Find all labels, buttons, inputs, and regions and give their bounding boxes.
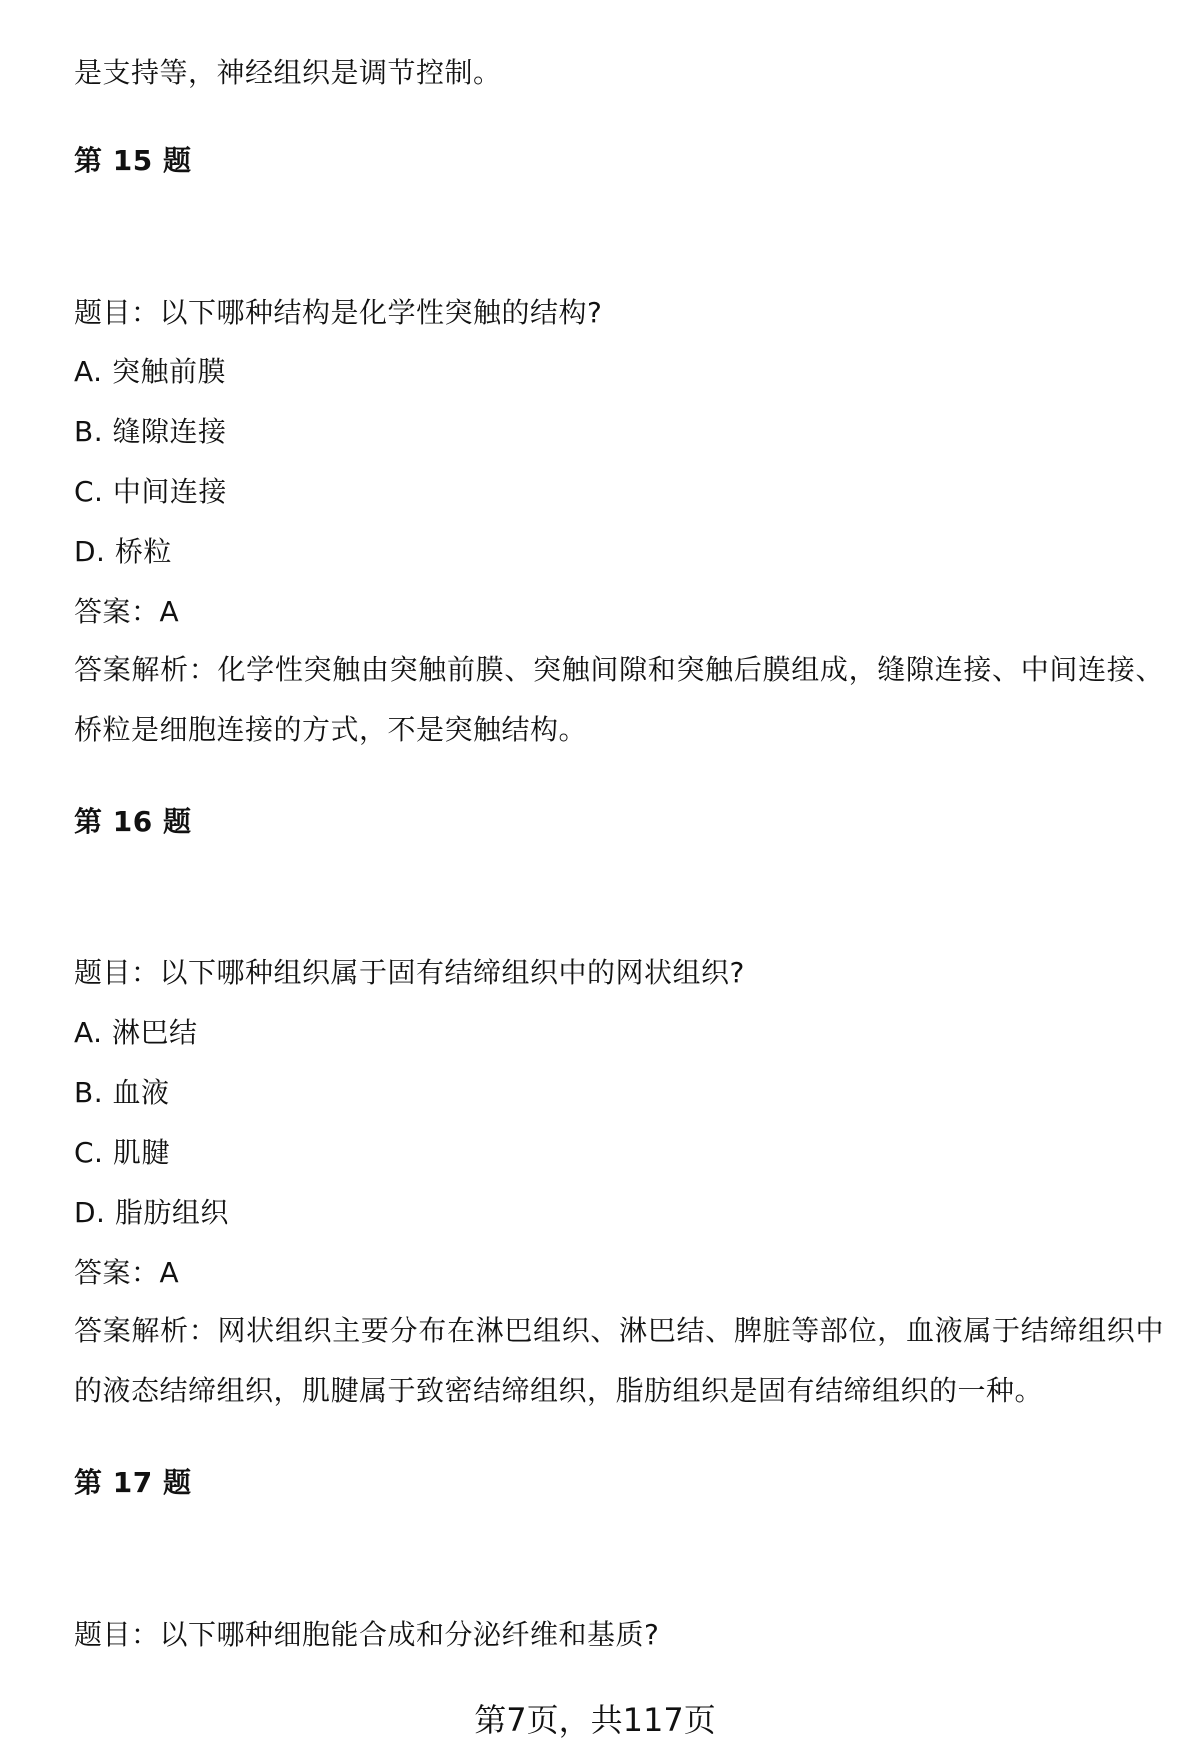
question-15-heading: 第 15 题 — [74, 144, 192, 177]
question-16-heading: 第 16 题 — [74, 805, 192, 838]
question-15-option-d: D. 桥粒 — [74, 535, 172, 568]
question-15-option-c: C. 中间连接 — [74, 475, 227, 508]
question-16-option-c: C. 肌腱 — [74, 1136, 170, 1169]
page-number-footer: 第7页，共117页 — [474, 1701, 716, 1739]
intro-tail-text: 是支持等，神经组织是调节控制。 — [74, 56, 502, 89]
question-17-text: 题目：以下哪种细胞能合成和分泌纤维和基质? — [74, 1618, 660, 1651]
question-16-option-b: B. 血液 — [74, 1076, 170, 1109]
question-16-option-d: D. 脂肪组织 — [74, 1196, 229, 1229]
question-16-text: 题目：以下哪种组织属于固有结缔组织中的网状组织? — [74, 956, 745, 989]
question-17-heading: 第 17 题 — [74, 1466, 192, 1499]
question-16-answer: 答案：A — [74, 1256, 180, 1289]
question-15-text: 题目：以下哪种结构是化学性突触的结构? — [74, 296, 603, 329]
question-15-option-a: A. 突触前膜 — [74, 355, 226, 388]
question-15-option-b: B. 缝隙连接 — [74, 415, 227, 448]
question-15-analysis: 答案解析：化学性突触由突触前膜、突触间隙和突触后膜组成，缝隙连接、中间连接、桥粒是细胞连接的方式，不是突触结构。 — [74, 653, 1164, 746]
question-15-answer: 答案：A — [74, 595, 180, 628]
question-16-option-a: A. 淋巴结 — [74, 1016, 198, 1049]
question-16-analysis: 答案解析：网状组织主要分布在淋巴组织、淋巴结、脾脏等部位，血液属于结缔组织中的液态结缔组织，肌腱属于致密结缔组织，脂肪组织是固有结缔组织的一种。 — [74, 1314, 1164, 1407]
